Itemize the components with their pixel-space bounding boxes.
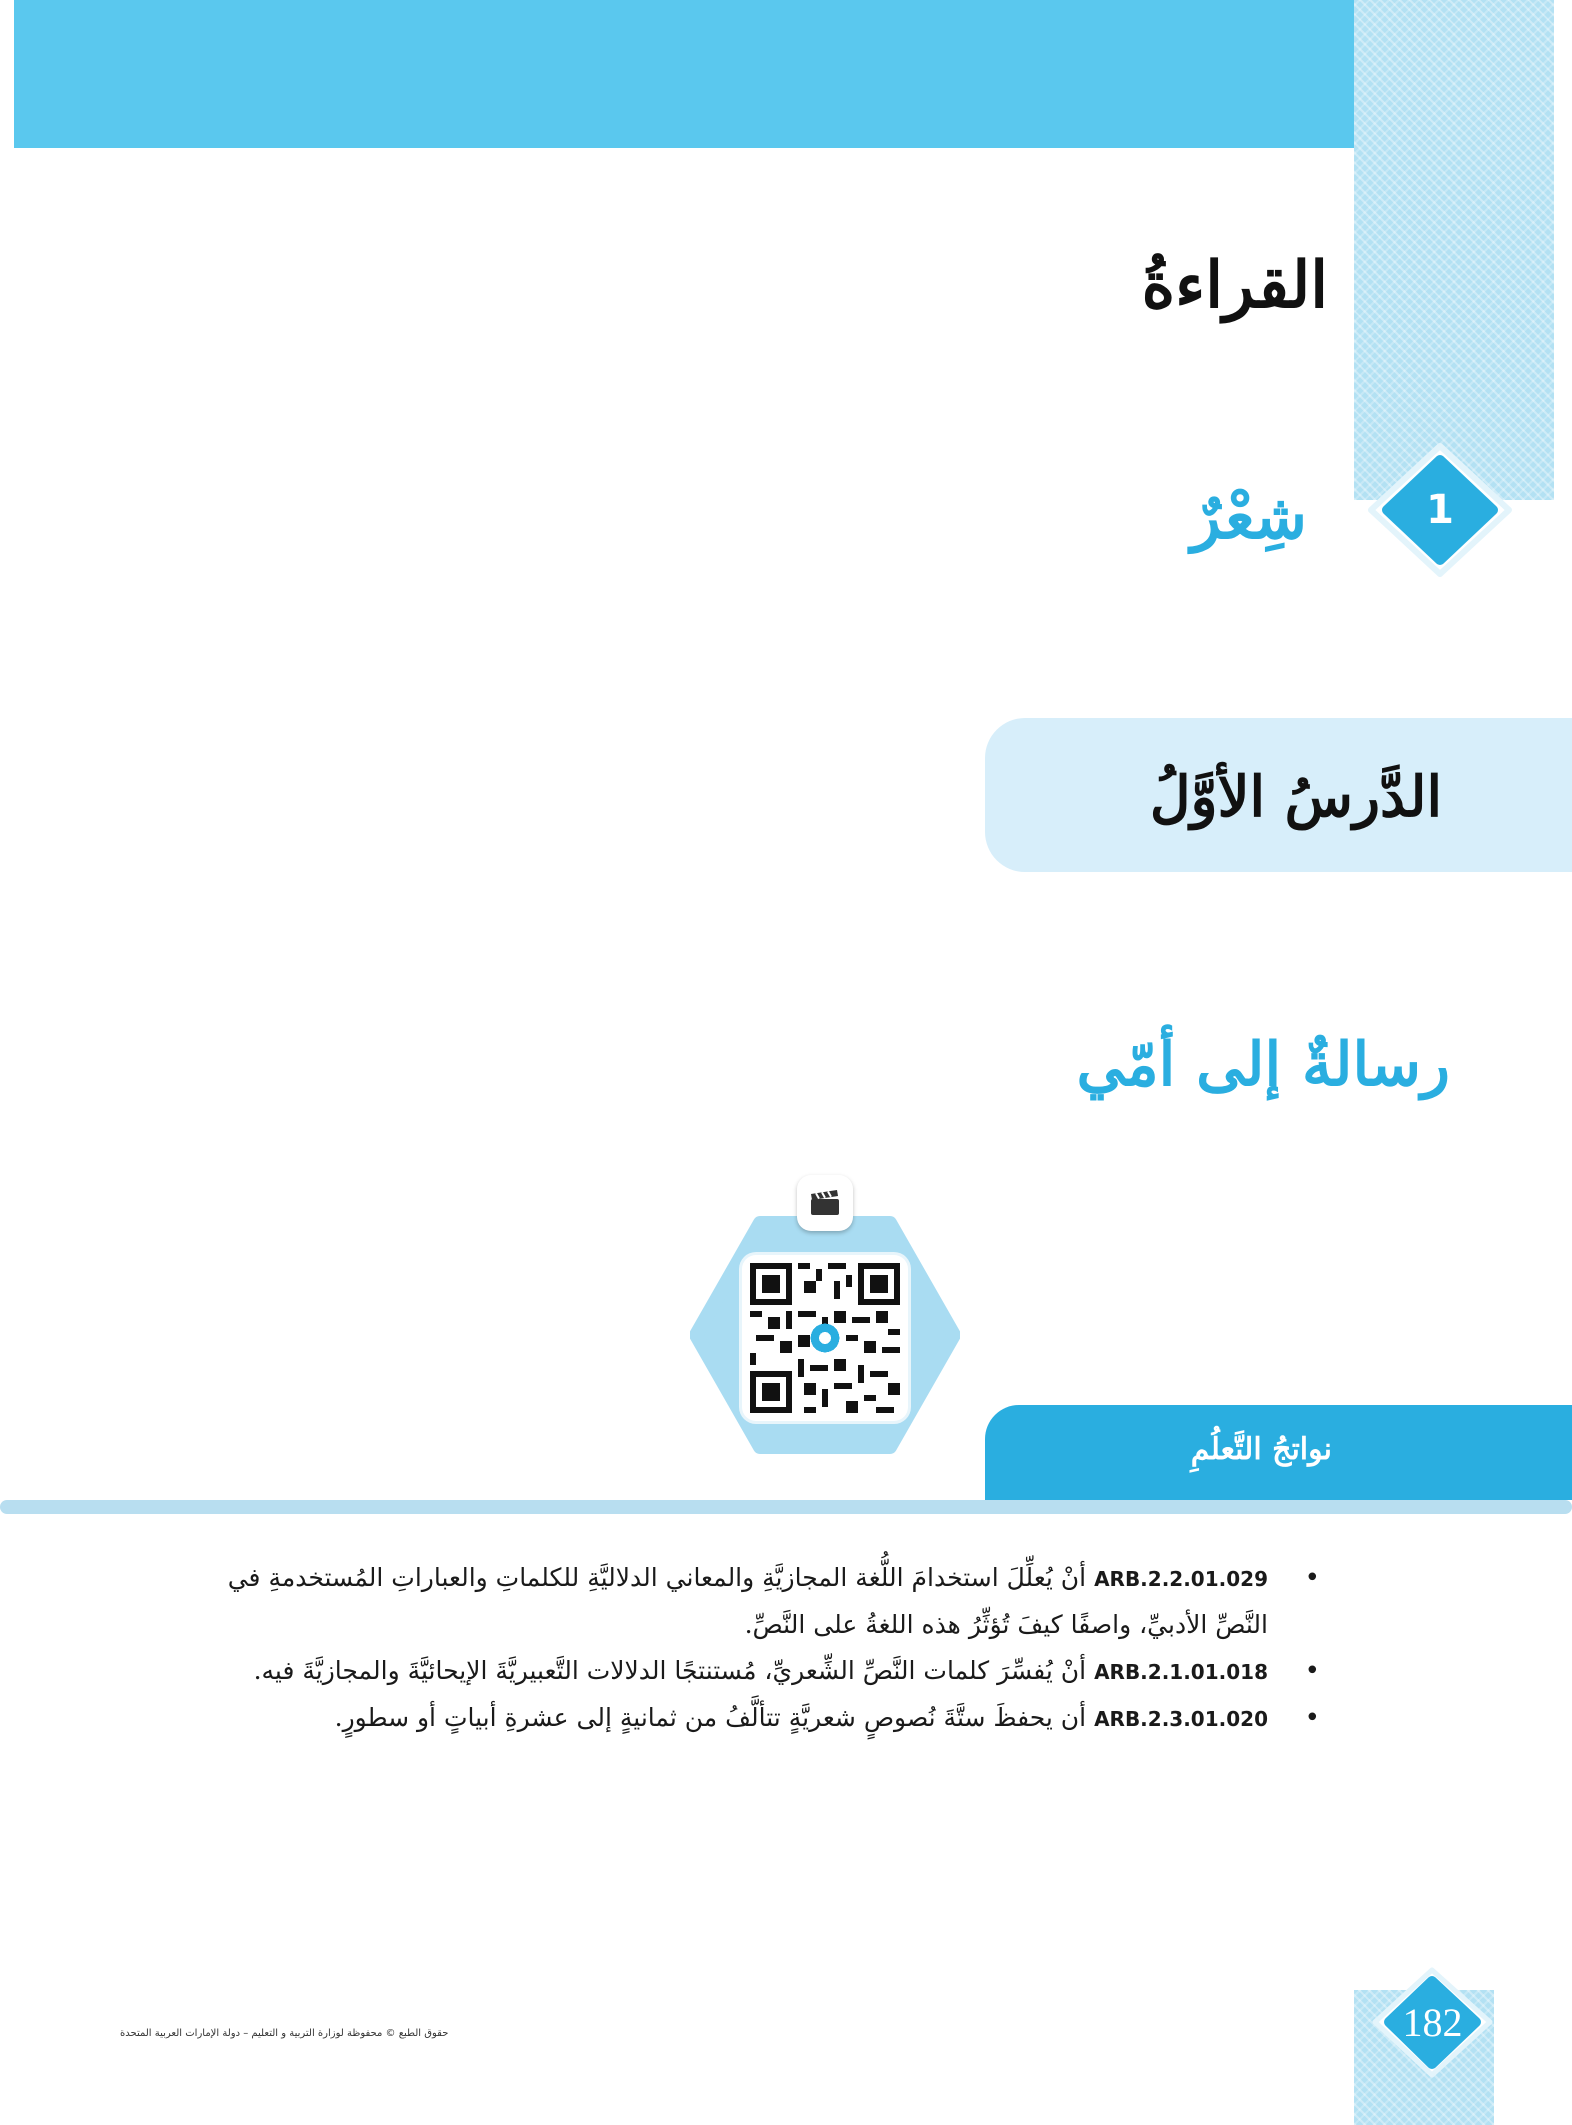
qr-code[interactable] (742, 1255, 908, 1421)
unit-title: القراءةُ (1141, 248, 1328, 323)
poem-title: رسالةٌ إلى أمّي (1076, 1030, 1450, 1100)
outcome-text: أن يحفظَ ستَّةَ نُصوصٍ شعريَّةٍ تتألَّفُ من ثمانيةٍ إلى عشرةِ أبياتٍ أو سطورٍ. (334, 1703, 1087, 1732)
unit-number: 1 (1426, 487, 1454, 533)
copyright-text: حقوق الطبع © محفوظة لوزارة التربية و التعليم – دولة الإمارات العربية المتحدة (120, 2028, 449, 2039)
outcome-code: ARB.2.3.01.020 (1094, 1707, 1268, 1731)
outcomes-label: نواتجُ التَّعلُمِ (1190, 1432, 1332, 1467)
outcome-text: أنْ يُعلِّلَ استخدامَ اللُّغة المجازيَّةِ والمعاني الدلاليَّةِ للكلماتِ والعباراتِ المُستخدمةِ في النَّصِّ الأدبيِّ، واصفًا كيفَ تُؤثِّرُ هذه اللغةُ على النَّصِّ. (227, 1563, 1268, 1639)
unit-subtitle: شِعْرٌ (1190, 480, 1307, 553)
outcome-item (220, 1695, 1320, 1742)
outcomes-divider (0, 1500, 1572, 1514)
page-number-badge (1370, 1965, 1495, 2080)
video-button[interactable] (797, 1175, 853, 1231)
clapperboard-icon (810, 1190, 840, 1216)
outcome-item (220, 1648, 1320, 1695)
bullet-icon: • (1304, 1703, 1320, 1733)
bullet-icon: • (1304, 1563, 1320, 1593)
outcome-text: أنْ يُفسِّرَ كلمات النَّصِّ الشِّعريِّ، مُستنتجًا الدلالات التَّعبيريَّةَ الإيحائيَّةَ والمجازيَّةَ فيه. (253, 1656, 1087, 1685)
qr-code-icon (750, 1263, 900, 1413)
outcome-item (220, 1555, 1320, 1648)
header-band (14, 0, 1540, 148)
unit-number-badge (1365, 440, 1515, 580)
media-qr-block[interactable] (690, 1175, 960, 1475)
outcome-code: ARB.2.2.01.029 (1094, 1567, 1268, 1591)
outcomes-list (220, 1555, 1320, 1742)
page-number: 182 (1402, 2000, 1463, 2045)
outcome-code: ARB.2.1.01.018 (1094, 1660, 1268, 1684)
decorative-strip (1354, 0, 1554, 500)
bullet-icon: • (1304, 1656, 1320, 1686)
lesson-title: الدَّرسُ الأوَّلُ (1149, 764, 1442, 830)
